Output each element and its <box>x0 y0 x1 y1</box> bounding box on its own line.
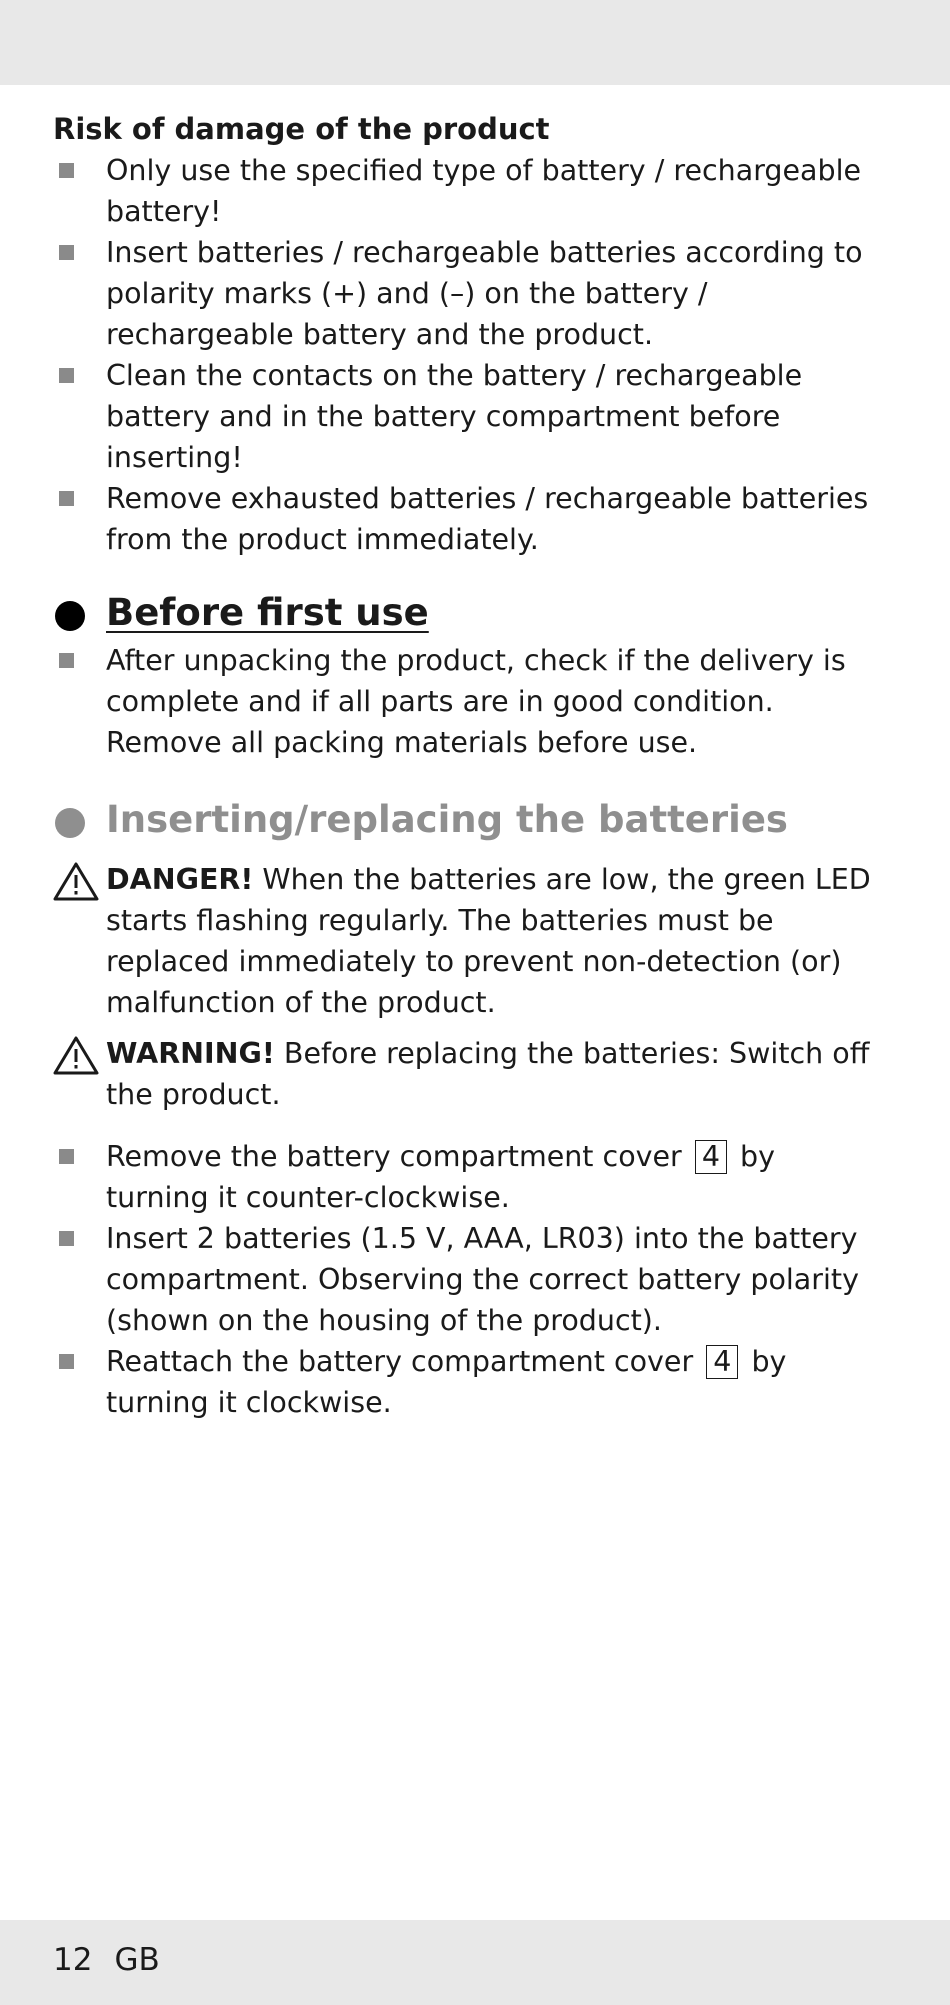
page-number: 12 <box>53 1942 93 1978</box>
square-bullet-icon <box>59 653 74 668</box>
square-bullet-icon <box>59 163 74 178</box>
section-title: Before first use <box>106 591 429 634</box>
list-item <box>53 1341 873 1423</box>
warning-text: Before replacing the batteries: Switch off the product. <box>106 1037 870 1111</box>
language-code: GB <box>114 1942 160 1978</box>
list-item <box>53 1136 873 1218</box>
danger-notice <box>53 859 873 1023</box>
before-first-use-list <box>53 640 873 763</box>
square-bullet-icon <box>59 245 74 260</box>
batteries-heading <box>53 795 873 845</box>
step-text: Reattach the battery compartment cover <box>106 1345 694 1378</box>
square-bullet-icon <box>59 368 74 383</box>
battery-steps-list <box>53 1136 873 1423</box>
risk-heading: Risk of damage of the product <box>53 112 550 146</box>
before-first-use-heading <box>53 588 873 638</box>
risk-list <box>53 150 873 560</box>
danger-text: When the batteries are low, the green LED starts flashing regularly. The batteries must be replaced immediately to prevent non-detection (or) malfunction of the product. <box>106 863 871 1019</box>
square-bullet-icon <box>59 1149 74 1164</box>
danger-keyword: DANGER! <box>106 863 254 896</box>
warning-triangle-icon <box>53 1035 99 1075</box>
warning-keyword: WARNING! <box>106 1037 275 1070</box>
footer <box>53 1942 182 1978</box>
list-item <box>53 355 873 478</box>
list-item <box>53 232 873 355</box>
filled-circle-icon <box>55 808 85 838</box>
warning-triangle-icon <box>53 861 99 901</box>
header-band <box>0 0 950 85</box>
step-text: by turning it clockwise. <box>106 1345 787 1419</box>
square-bullet-icon <box>59 491 74 506</box>
list-item-text: After unpacking the product, check if the delivery is complete and if all parts are in good condition. Remove all packing materials before use. <box>106 644 846 759</box>
step-text: by turning it counter-clockwise. <box>106 1140 775 1214</box>
list-item <box>53 150 873 232</box>
page-content <box>53 108 873 1423</box>
step-text: Insert 2 batteries (1.5 V, AAA, LR03) into the battery compartment. Observing the correct battery polarity (shown on the housing of the product). <box>106 1222 859 1337</box>
part-reference: 4 <box>695 1140 727 1174</box>
list-item-text: Clean the contacts on the battery / rechargeable battery and in the battery compartment before inserting! <box>106 359 803 474</box>
list-item <box>53 1218 873 1341</box>
filled-circle-icon <box>55 601 85 631</box>
list-item <box>53 478 873 560</box>
list-item-text: Only use the specified type of battery / rechargeable battery! <box>106 154 862 228</box>
list-item-text: Insert batteries / rechargeable batteries according to polarity marks (+) and (–) on the battery / rechargeable battery and the product. <box>106 236 863 351</box>
warning-notice <box>53 1033 873 1115</box>
square-bullet-icon <box>59 1354 74 1369</box>
square-bullet-icon <box>59 1231 74 1246</box>
step-text: Remove the battery compartment cover <box>106 1140 682 1173</box>
part-reference: 4 <box>706 1345 738 1379</box>
list-item <box>53 640 873 763</box>
list-item-text: Remove exhausted batteries / rechargeable batteries from the product immediately. <box>106 482 869 556</box>
section-title: Inserting/replacing the batteries <box>106 798 788 841</box>
